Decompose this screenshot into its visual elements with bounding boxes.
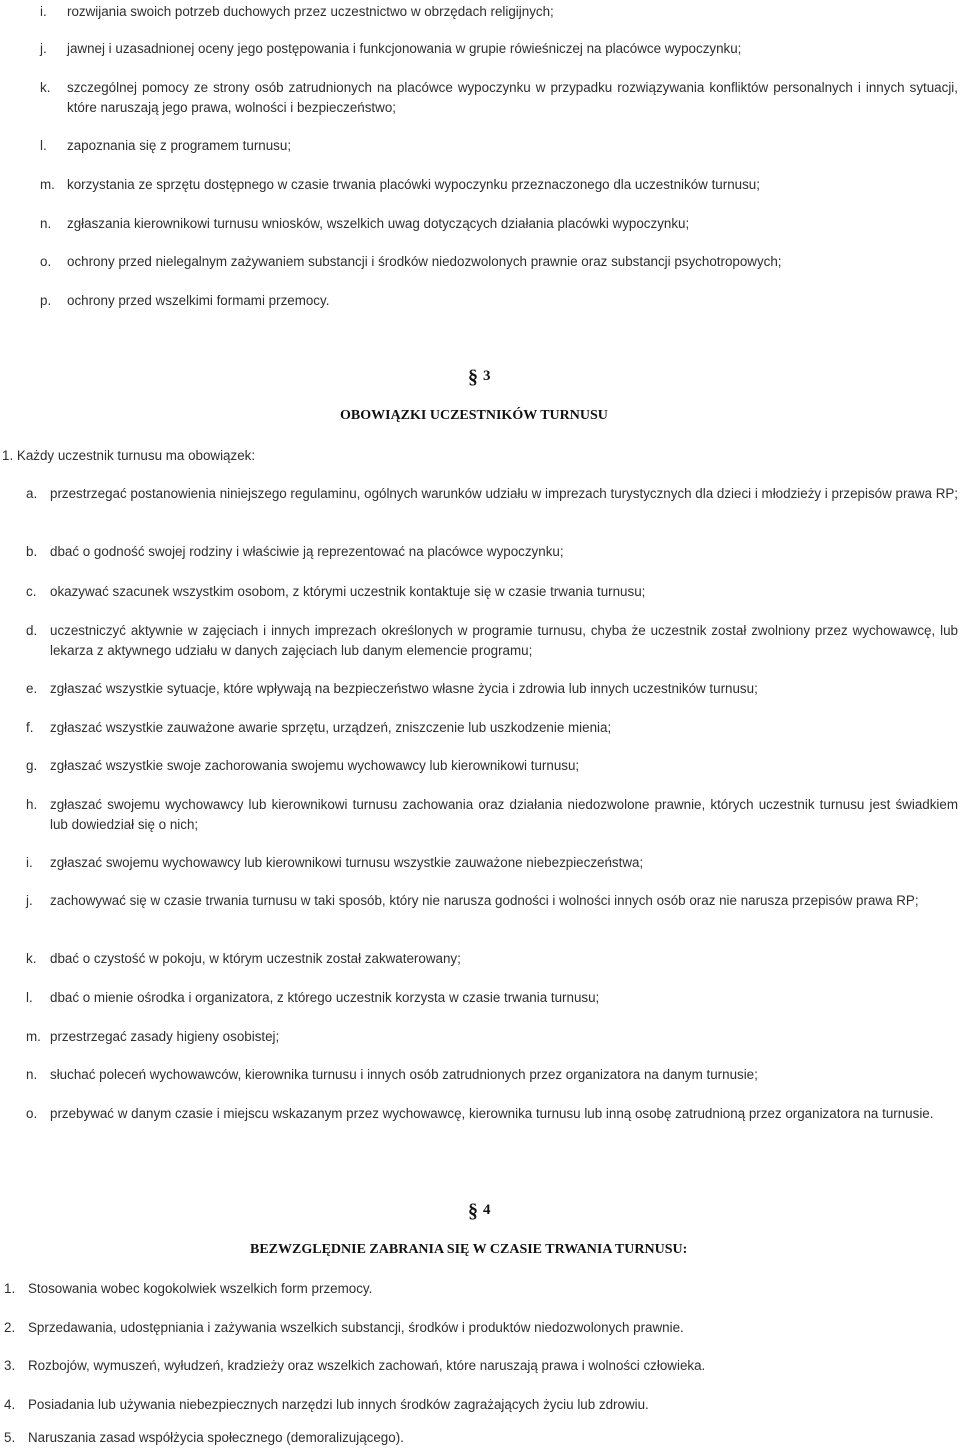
list-item: [26, 891, 958, 911]
list-item-label: f.: [26, 720, 34, 735]
section-3-intro: 1. Każdy uczestnik turnusu ma obowiązek:: [2, 448, 256, 463]
list-item: [26, 949, 958, 969]
list-item-label: 4.: [4, 1397, 16, 1412]
list-item-label: m.: [26, 1029, 41, 1044]
list-item: [4, 1428, 944, 1448]
section-3-number: [468, 366, 491, 387]
list-item-text: przestrzegać postanowienia niniejszego regulaminu, ogólnych warunków udziału w imprezach turystycznych dla dzieci i młodzieży i przepisów prawa RP;: [50, 486, 959, 501]
list-item: [4, 1318, 944, 1338]
list-item-text: Sprzedawania, udostępniania i zażywania wszelkich substancji, środków i produktów niedozwolonych prawnie.: [28, 1320, 684, 1335]
list-item-text: zgłaszać wszystkie sytuacje, które wpływają na bezpieczeństwo własne życia i zdrowia lub innych uczestników turnusu;: [50, 681, 758, 696]
list-item-label: p.: [40, 293, 52, 308]
list-item-text: uczestniczyć aktywnie w zajęciach i innych imprezach określonych w programie turnusu, chyba że uczestnik został zwolniony przez wychowawcę, lub lekarza z aktywnego udziału w danych zajęciach lub danym elemencie programu;: [50, 623, 958, 658]
list-item: [40, 252, 950, 272]
list-item-text: ochrony przed wszelkimi formami przemocy.: [67, 293, 330, 308]
list-item: [26, 621, 958, 661]
list-item: [26, 853, 958, 873]
list-item-text: zgłaszać swojemu wychowawcy lub kierownikowi turnusu wszystkie zauważone niebezpieczeństwa;: [50, 855, 644, 870]
list-item: [26, 1104, 958, 1124]
list-item: [40, 39, 950, 59]
section-4-title: BEZWZGLĘDNIE ZABRANIA SIĘ W CZASIE TRWANIA TURNUSU:: [250, 1242, 688, 1257]
list-item: [26, 1027, 958, 1047]
list-item: [4, 1395, 944, 1415]
list-item-text: ochrony przed nielegalnym zażywaniem substancji i środków niedozwolonych prawnie oraz substancji psychotropowych;: [67, 254, 782, 269]
list-item-text: korzystania ze sprzętu dostępnego w czasie trwania placówki wypoczynku przeznaczonego dla uczestników turnusu;: [67, 177, 760, 192]
list-item-text: szczególnej pomocy ze strony osób zatrudnionych na placówce wypoczynku w przypadku rozwiązywania konfliktów personalnych i innych sytuacji, które naruszają jego prawa, wolności i bezpieczeństwo;: [67, 80, 958, 115]
list-item: [4, 1356, 944, 1376]
list-item: [26, 988, 958, 1008]
list-item-label: o.: [40, 254, 52, 269]
list-item-label: d.: [26, 623, 38, 638]
list-item-label: n.: [40, 216, 52, 231]
list-item-text: zachowywać się w czasie trwania turnusu w taki sposób, który nie narusza godności i wolności innych osób oraz nie narusza przepisów prawa RP;: [50, 893, 919, 908]
list-item: [26, 795, 958, 835]
list-item-text: rozwijania swoich potrzeb duchowych przez uczestnictwo w obrzędach religijnych;: [67, 4, 554, 19]
list-item: [26, 582, 958, 602]
list-item-label: m.: [40, 177, 55, 192]
list-item-label: l.: [26, 990, 33, 1005]
list-item: [40, 78, 958, 118]
list-item-label: n.: [26, 1067, 38, 1082]
list-item-label: 5.: [4, 1430, 16, 1445]
list-item-label: l.: [40, 138, 47, 153]
list-item-text: słuchać poleceń wychowawców, kierownika turnusu i innych osób zatrudnionych przez organizatora na danym turnusie;: [50, 1067, 758, 1082]
list-item: [4, 1279, 944, 1299]
list-item: [40, 136, 950, 156]
list-item-label: j.: [26, 893, 33, 908]
list-item: [26, 1065, 958, 1085]
list-item: [26, 542, 958, 562]
list-item-label: i.: [26, 855, 33, 870]
list-item-label: 2.: [4, 1320, 16, 1335]
list-item-label: k.: [40, 80, 51, 95]
list-item-text: okazywać szacunek wszystkim osobom, z którymi uczestnik kontaktuje się w czasie trwania turnusu;: [50, 584, 646, 599]
list-item-text: Posiadania lub używania niebezpiecznych narzędzi lub innych środków zagrażających życiu lub zdrowiu.: [28, 1397, 649, 1412]
list-item-text: dbać o godność swojej rodziny i właściwie ją reprezentować na placówce wypoczynku;: [50, 544, 564, 559]
list-item-text: Stosowania wobec kogokolwiek wszelkich form przemocy.: [28, 1281, 373, 1296]
list-item-label: 3.: [4, 1358, 16, 1373]
list-item-text: jawnej i uzasadnionej oceny jego postępowania i funkcjonowania w grupie rówieśniczej na placówce wypoczynku;: [67, 41, 742, 56]
list-item: [26, 484, 958, 504]
list-item-text: zapoznania się z programem turnusu;: [67, 138, 292, 153]
list-item-label: k.: [26, 951, 37, 966]
section-number: 4: [483, 1202, 491, 1218]
section-symbol: §: [468, 1200, 478, 1222]
list-item: [40, 175, 950, 195]
list-item-label: j.: [40, 41, 47, 56]
list-item-label: e.: [26, 681, 38, 696]
list-item-text: przestrzegać zasady higieny osobistej;: [50, 1029, 280, 1044]
list-item-label: 1.: [4, 1281, 16, 1296]
list-item-text: dbać o czystość w pokoju, w którym uczestnik został zakwaterowany;: [50, 951, 461, 966]
list-item-text: zgłaszać wszystkie swoje zachorowania swojemu wychowawcy lub kierownikowi turnusu;: [50, 758, 580, 773]
list-item-label: i.: [40, 4, 47, 19]
list-item: [40, 214, 950, 234]
list-item-label: g.: [26, 758, 38, 773]
list-item-label: b.: [26, 544, 38, 559]
list-item-text: dbać o mienie ośrodka i organizatora, z którego uczestnik korzysta w czasie trwania turnusu;: [50, 990, 600, 1005]
section-number: 3: [483, 368, 491, 384]
list-item: [40, 291, 950, 311]
list-item-label: a.: [26, 486, 38, 501]
list-item-label: c.: [26, 584, 37, 599]
list-item-text: Rozbojów, wymuszeń, wyłudzeń, kradzieży oraz wszelkich zachowań, które naruszają prawa i wolności człowieka.: [28, 1358, 706, 1373]
list-item-text: zgłaszania kierownikowi turnusu wniosków, wszelkich uwag dotyczących działania placówki wypoczynku;: [67, 216, 690, 231]
list-item-label: h.: [26, 797, 38, 812]
list-item-label: o.: [26, 1106, 38, 1121]
list-item-text: przebywać w danym czasie i miejscu wskazanym przez wychowawcę, kierownika turnusu lub inną osobę zatrudnioną przez organizatora na turnusie.: [50, 1106, 934, 1121]
section-4-number: [468, 1200, 491, 1221]
list-item: [40, 2, 950, 22]
list-item-text: Naruszania zasad współżycia społecznego (demoralizującego).: [28, 1430, 404, 1445]
list-item-text: zgłaszać swojemu wychowawcy lub kierownikowi turnusu zachowania oraz działania niedozwolone prawnie, których uczestnik turnusu jest świadkiem lub dowiedział się o nich;: [50, 797, 958, 832]
list-item-text: zgłaszać wszystkie zauważone awarie sprzętu, urządzeń, zniszczenie lub uszkodzenie mienia;: [50, 720, 612, 735]
section-symbol: §: [468, 366, 478, 388]
section-3-title: OBOWIĄZKI UCZESTNIKÓW TURNUSU: [340, 408, 608, 423]
list-item: [26, 679, 958, 699]
list-item: [26, 718, 958, 738]
list-item: [26, 756, 958, 776]
